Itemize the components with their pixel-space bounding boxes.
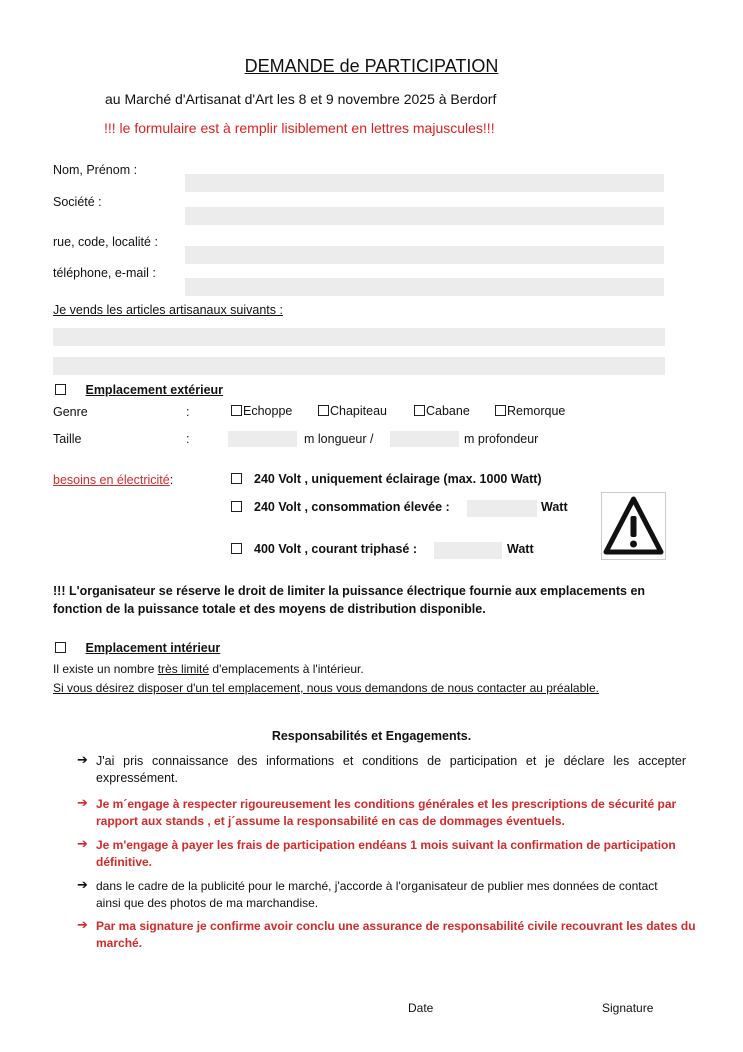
power-option-3[interactable] — [231, 542, 417, 556]
indoor-text: d'emplacements à l'intérieur. — [209, 662, 364, 676]
watt-unit: Watt — [541, 500, 568, 514]
address-label: rue, code, localité : — [53, 235, 158, 249]
organizer-note-line: fonction de la puissance totale et des moyens de distribution disponible. — [53, 602, 486, 616]
item-line: Par ma signature je confirme avoir conclu une assurance de responsabilité civile recouvrant les dates du — [96, 919, 696, 933]
item-line: ainsi que des photos de ma marchandise. — [96, 896, 319, 910]
depth-field[interactable] — [390, 431, 459, 447]
arrow-right-icon: ➔ — [77, 752, 88, 767]
articles-field-1[interactable] — [53, 328, 665, 346]
option-cabane[interactable] — [414, 404, 470, 418]
checkbox-icon[interactable] — [318, 405, 329, 416]
checkbox-icon[interactable] — [231, 501, 242, 512]
checkbox-icon[interactable] — [55, 642, 66, 653]
company-label: Société : — [53, 195, 102, 209]
size-colon: : — [186, 432, 190, 446]
item-line: dans le cadre de la publicité pour le marché, j'accorde à l'organisateur de publier mes données de contact — [96, 879, 658, 893]
option-remorque[interactable] — [495, 404, 565, 418]
contact-field[interactable] — [185, 278, 664, 296]
arrow-right-icon: ➔ — [77, 795, 88, 810]
signature-label: Signature — [602, 1001, 654, 1015]
responsibility-item-3 — [96, 837, 686, 871]
indoor-text: Il existe un nombre — [53, 662, 158, 676]
indoor-line-2: Si vous désirez disposer d'un tel emplacement, nous vous demandons de nous contacter au préalable. — [53, 681, 599, 695]
power-option-2-label: 240 Volt , consommation élevée : — [254, 500, 450, 514]
length-field[interactable] — [228, 431, 297, 447]
item-line: marché. — [96, 936, 143, 950]
watt-unit: Watt — [507, 542, 534, 556]
subtitle: au Marché d'Artisanat d'Art les 8 et 9 novembre 2025 à Berdorf — [105, 91, 497, 107]
outdoor-title: Emplacement extérieur — [85, 383, 224, 397]
high-consumption-watt-field[interactable] — [467, 500, 537, 517]
option-chapiteau[interactable] — [318, 404, 387, 418]
arrow-right-icon: ➔ — [77, 917, 88, 932]
checkbox-icon[interactable] — [231, 543, 242, 554]
electricity-label-text: besoins en électricité — [53, 473, 170, 487]
length-unit: m longueur / — [304, 432, 374, 446]
checkbox-icon[interactable] — [495, 405, 506, 416]
address-field[interactable] — [185, 246, 664, 264]
checkbox-icon[interactable] — [231, 405, 242, 416]
genre-label: Genre — [53, 405, 88, 419]
option-echoppe[interactable] — [231, 404, 292, 418]
power-option-1-label: 240 Volt , uniquement éclairage (max. 1000 Watt) — [254, 472, 542, 486]
option-label: Echoppe — [243, 404, 293, 418]
checkbox-icon[interactable] — [231, 473, 242, 484]
indoor-text-emph: très limité — [157, 662, 210, 676]
arrow-right-icon: ➔ — [77, 877, 88, 892]
organizer-note — [53, 582, 645, 618]
item-line: définitive. — [96, 855, 153, 869]
power-option-1[interactable] — [231, 472, 542, 486]
responsibility-item-5 — [96, 918, 696, 952]
name-field[interactable] — [185, 174, 664, 192]
name-label: Nom, Prénom : — [53, 163, 138, 177]
three-phase-watt-field[interactable] — [434, 542, 502, 559]
organizer-note-line: !!! L'organisateur se réserve le droit de limiter la puissance électrique fournie aux emplacements en — [53, 584, 646, 598]
genre-colon: : — [186, 405, 190, 419]
power-option-2[interactable] — [231, 500, 450, 514]
size-label: Taille — [53, 432, 82, 446]
fill-warning: !!! le formulaire est à remplir lisiblement en lettres majuscules!!! — [104, 120, 495, 136]
articles-field-2[interactable] — [53, 357, 665, 375]
item-line: J'ai pris connaissance des informations et conditions de participation et je déclare les accepter — [96, 754, 686, 768]
checkbox-icon[interactable] — [55, 384, 66, 395]
company-field[interactable] — [185, 207, 664, 225]
outdoor-section — [55, 383, 223, 397]
power-option-3-label: 400 Volt , courant triphasé : — [254, 542, 418, 556]
checkbox-icon[interactable] — [414, 405, 425, 416]
electricity-label — [53, 473, 173, 487]
articles-label: Je vends les articles artisanaux suivants : — [53, 303, 283, 317]
responsibilities-title: Responsabilités et Engagements. — [271, 729, 472, 743]
indoor-section — [55, 641, 220, 655]
indoor-title: Emplacement intérieur — [85, 641, 221, 655]
option-label: Remorque — [507, 404, 566, 418]
depth-unit: m profondeur — [464, 432, 539, 446]
item-line: expressément. — [96, 771, 178, 785]
indoor-line-1 — [53, 662, 364, 676]
item-line: Je m'engage à payer les frais de participation endéans 1 mois suivant la confirmation de participation — [96, 838, 676, 852]
option-label: Cabane — [426, 404, 470, 418]
item-line: Je m´engage à respecter rigoureusement les conditions générales et les prescriptions de sécurité par — [96, 797, 677, 811]
responsibility-item-2 — [96, 796, 686, 830]
page-title: DEMANDE de PARTICIPATION — [244, 56, 499, 76]
date-label: Date — [408, 1001, 434, 1015]
arrow-right-icon: ➔ — [77, 836, 88, 851]
electricity-colon: : — [169, 473, 174, 487]
warning-triangle-icon — [601, 492, 666, 560]
responsibility-item-4 — [96, 878, 696, 912]
option-label: Chapiteau — [330, 404, 387, 418]
responsibility-item-1 — [96, 753, 686, 787]
contact-label: téléphone, e-mail : — [53, 266, 156, 280]
item-line: rapport aux stands , et j´assume la responsabilité en cas de dommages éventuels. — [96, 814, 565, 828]
